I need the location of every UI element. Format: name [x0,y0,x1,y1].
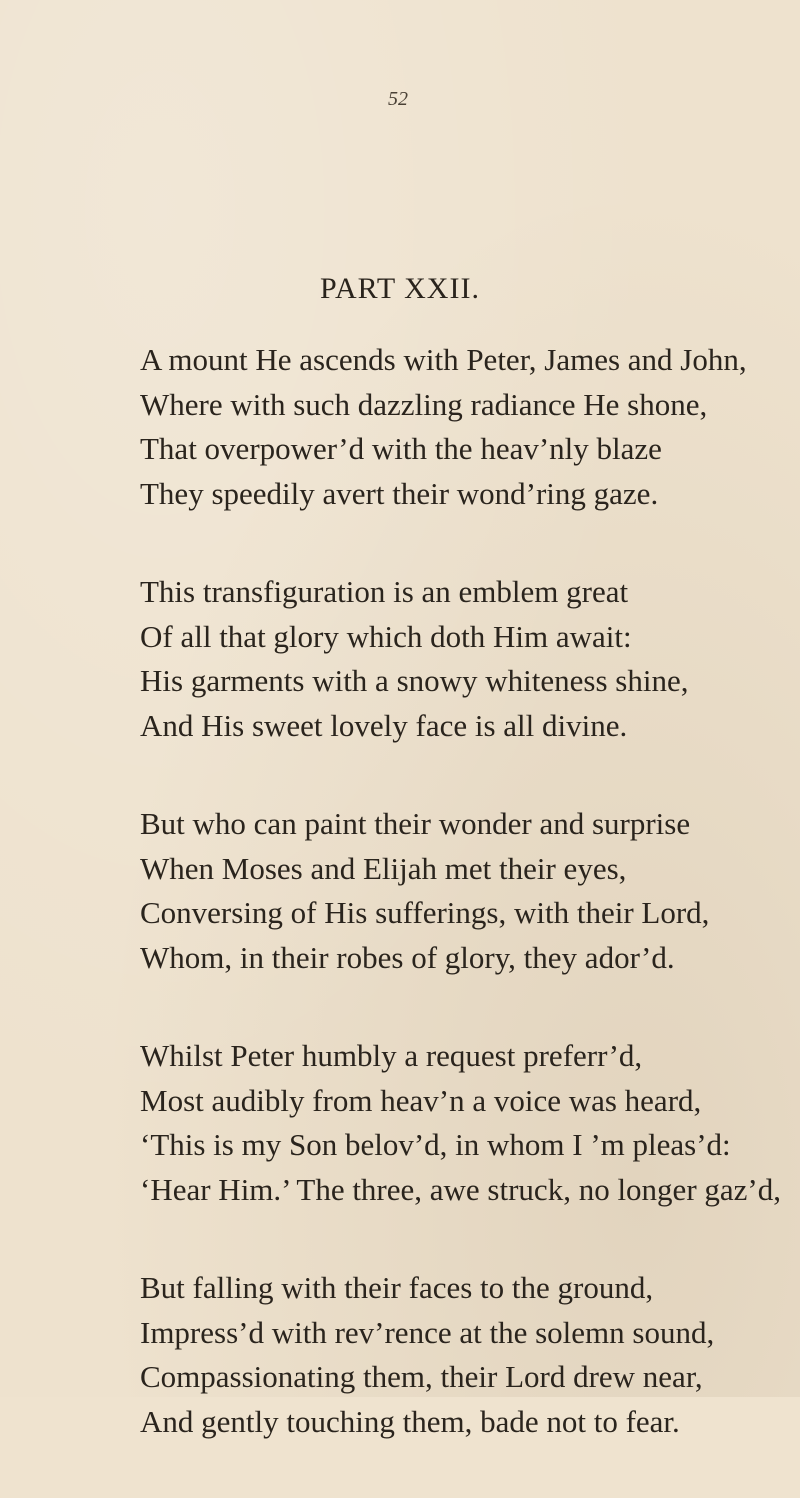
page-number: 52 [388,88,408,110]
poem-line: A mount He ascends with Peter, James and John, [140,342,747,377]
poem-line: Most audibly from heav’n a voice was heard, [140,1082,702,1118]
poem-line: ‘This is my Son belov’d, in whom I ’m pleas’d: [140,1127,731,1162]
stanza-2 [140,570,790,748]
poem-line: But who can paint their wonder and surprise [140,806,691,841]
stanza-4 [140,1034,790,1212]
poem-line: His garments with a snowy whiteness shine, [140,663,689,698]
stanza-1 [140,338,790,516]
poem-line: Impress’d with rev’rence at the solemn sound, [140,1314,715,1350]
poem-line: They speedily avert their wond’ring gaze. [140,475,659,511]
poem-line: Where with such dazzling radiance He shone, [140,386,708,422]
poem-line: ‘Hear Him.’ The three, awe struck, no longer gaz’d, [140,1171,781,1207]
poem-line: Of all that glory which doth Him await: [140,618,632,654]
poem-line: And gently touching them, bade not to fear. [140,1403,680,1439]
poem-line: But falling with their faces to the ground, [140,1270,654,1305]
poem-line: Whilst Peter humbly a request preferr’d, [140,1038,643,1073]
stanza-5 [140,1266,790,1444]
poem-line: Conversing of His sufferings, with their Lord, [140,895,710,930]
poem-line: That overpower’d with the heav’nly blaze [140,431,662,466]
poem-line: Compassionating them, their Lord drew near, [140,1359,703,1394]
poem-line: This transfiguration is an emblem great [140,574,629,609]
poem-line: And His sweet lovely face is all divine. [140,707,628,743]
part-title: PART XXII. [320,272,480,305]
poem-line: When Moses and Elijah met their eyes, [140,850,627,886]
poem-line: Whom, in their robes of glory, they ador’d. [140,939,675,975]
stanza-3 [140,802,790,980]
poem [140,338,790,1498]
